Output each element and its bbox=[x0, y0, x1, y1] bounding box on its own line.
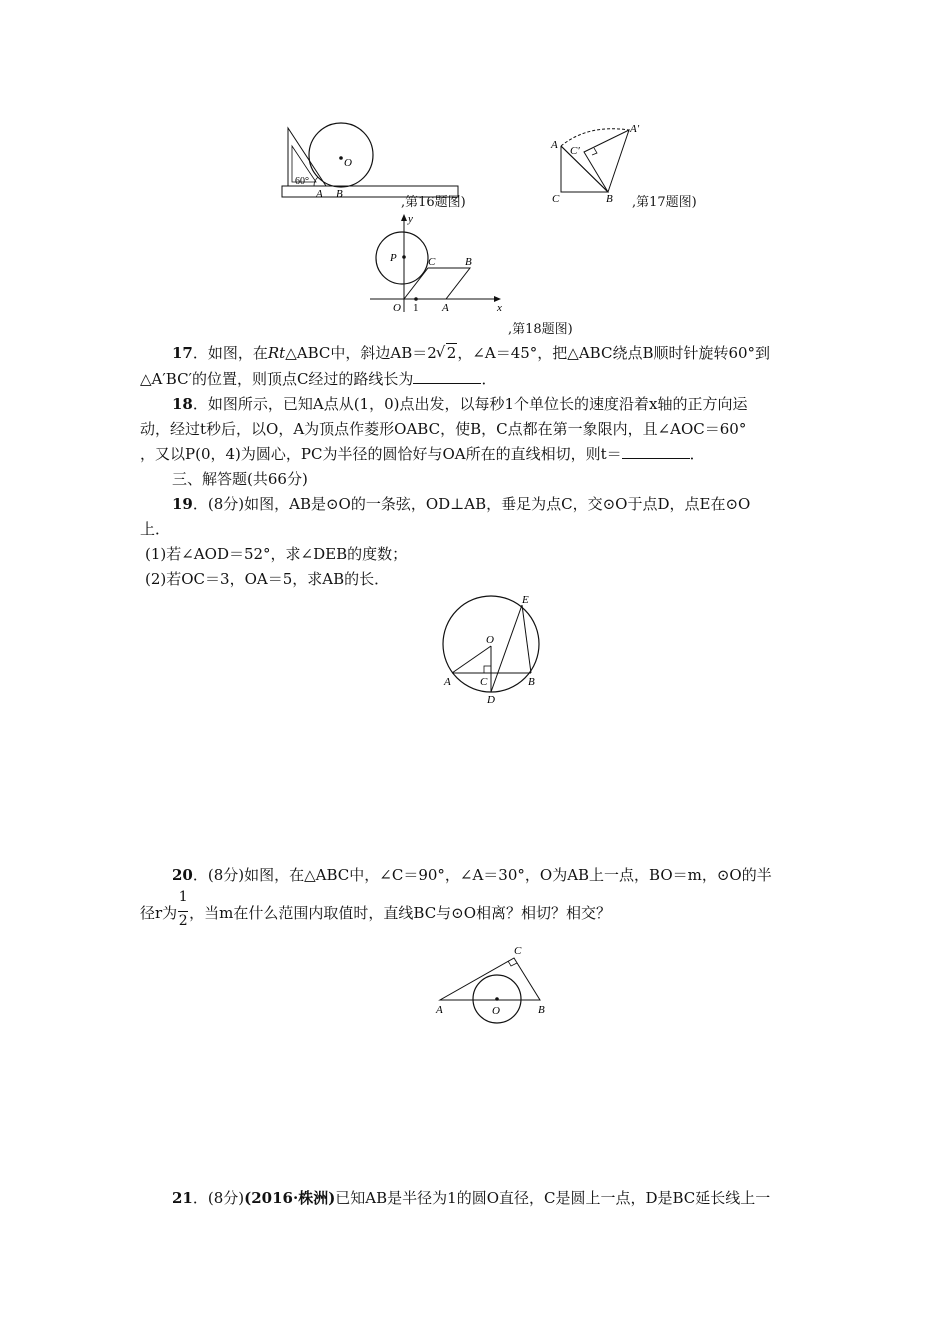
q17-line-1: 17．如图，在Rt△ABC中，斜边AB＝2√ 2，∠A＝45°，把△ABC绕点B顺时针旋转60°到 bbox=[172, 343, 770, 363]
fig17-label-a-prime: A′ bbox=[630, 123, 640, 135]
q19-number: 19 bbox=[172, 495, 193, 513]
fig19-label-d: D bbox=[487, 694, 495, 706]
fig18-label-p: P bbox=[390, 252, 397, 264]
q21-source: (2016·株洲) bbox=[244, 1189, 336, 1207]
fig19-label-b: B bbox=[528, 676, 535, 688]
fig17-label-b: B bbox=[606, 193, 613, 205]
q18-line-1: 18．如图所示，已知A点从(1，0)点出发，以每秒1个单位长的速度沿着x轴的正方向运 bbox=[172, 395, 748, 413]
q17-answer-blank bbox=[413, 369, 481, 384]
fig16-center-dot bbox=[339, 156, 343, 160]
fig18-label-1: 1 bbox=[413, 302, 419, 314]
figure-20 bbox=[432, 940, 562, 1022]
fig18-label-c: C bbox=[428, 256, 436, 268]
q18-number: 18 bbox=[172, 395, 193, 413]
fig20-label-o: O bbox=[492, 1005, 500, 1017]
fig18-circle bbox=[376, 232, 428, 284]
fig16-label-a: A bbox=[316, 188, 323, 200]
section-3-heading: 三、解答题(共66分) bbox=[172, 470, 308, 488]
q21-number: 21 bbox=[172, 1189, 193, 1207]
q20-number: 20 bbox=[172, 866, 193, 884]
q21-line-1: 21．(8分)(2016·株洲)已知AB是半径为1的圆O直径，C是圆上一点，D是BC延长线上一 bbox=[172, 1189, 771, 1207]
fig19-label-o: O bbox=[486, 634, 494, 646]
fig18-label-o: O bbox=[393, 302, 401, 314]
q18-line-3: ，又以P(0，4)为圆心，PC为半径的圆恰好与OA所在的直线相切，则t＝ ． bbox=[140, 445, 705, 463]
fig19-label-c: C bbox=[480, 676, 488, 688]
figure-17 bbox=[546, 120, 646, 210]
fig20-triangle bbox=[440, 958, 540, 1000]
q19-line-2: 上． bbox=[140, 520, 171, 538]
q19-line-1: 19．(8分)如图，AB是⊙O的一条弦，OD⊥AB，垂足为点C，交⊙O于点D，点E在⊙O bbox=[172, 495, 751, 513]
q17-number: 17 bbox=[172, 344, 193, 362]
fig17-label-c-prime: C′ bbox=[570, 145, 580, 157]
fig18-label-b: B bbox=[465, 256, 472, 268]
fig20-label-c: C bbox=[514, 945, 522, 957]
fig17-arc bbox=[561, 129, 629, 146]
fig16-label-o: O bbox=[344, 157, 352, 169]
fig16-circle bbox=[309, 123, 373, 187]
fig20-label-a: A bbox=[436, 1004, 443, 1016]
fig17-label-c: C bbox=[552, 193, 560, 205]
fig20-label-b: B bbox=[538, 1004, 545, 1016]
figure-16 bbox=[278, 122, 468, 202]
figure-18 bbox=[362, 212, 512, 322]
fig19-label-a: A bbox=[444, 676, 451, 688]
q17-sqrt: √ 2 bbox=[437, 343, 458, 363]
q17-line-2: △A′BC′的位置，则顶点C经过的路线长为 ． bbox=[140, 370, 497, 388]
fig19-label-e: E bbox=[522, 594, 529, 606]
q19-part-2: (2)若OC＝3，OA＝5，求AB的长． bbox=[145, 570, 390, 588]
fig18-label-a: A bbox=[442, 302, 449, 314]
fig18-rhombus bbox=[404, 268, 470, 299]
q20-line-2: 径r为 $\frac{1}{2}$ ，当m在什么范围内取值时，直线BC与⊙O相离？相切？相交？ bbox=[140, 889, 612, 929]
q20-fraction: $\frac{1}{2}$ bbox=[178, 889, 188, 929]
q19-part-1: (1)若∠AOD＝52°，求∠DEB的度数； bbox=[145, 545, 408, 563]
fig16-angle-label: 60° bbox=[295, 176, 309, 187]
q20-line-1: 20．(8分)如图，在△ABC中，∠C＝90°，∠A＝30°，O为AB上一点，BO＝m，⊙O的半 bbox=[172, 866, 772, 884]
fig17-label-a: A bbox=[551, 139, 558, 151]
figure-19 bbox=[435, 594, 555, 710]
caption-fig18: ,第18题图) bbox=[508, 322, 573, 337]
caption-fig17: ,第17题图) bbox=[632, 195, 697, 210]
fig18-label-x: x bbox=[497, 302, 502, 314]
caption-fig16: ,第16题图) bbox=[401, 195, 466, 210]
fig16-label-b: B bbox=[336, 188, 343, 200]
fig17-triangle-a-prime bbox=[584, 130, 629, 192]
q18-answer-blank bbox=[622, 444, 690, 459]
fig18-label-y: y bbox=[408, 213, 413, 225]
q18-line-2: 动，经过t秒后，以O，A为顶点作菱形OABC，使B，C点都在第一象限内，且∠AOC＝60° bbox=[140, 420, 747, 438]
